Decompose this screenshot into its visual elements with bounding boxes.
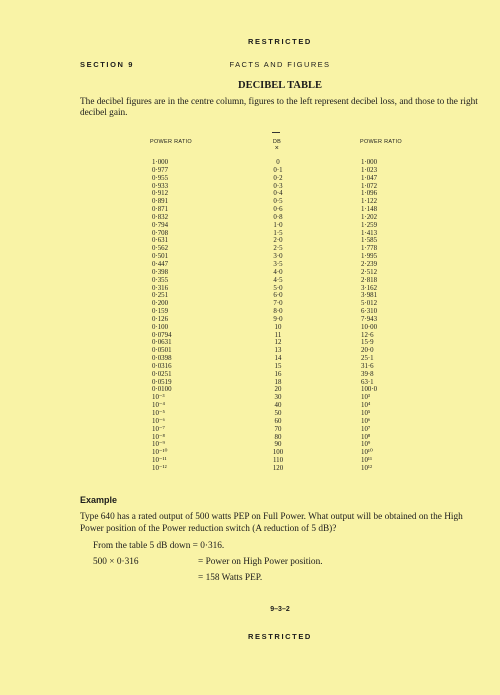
section-title: FACTS AND FIGURES bbox=[229, 60, 331, 69]
db-cell: 110 bbox=[272, 457, 284, 465]
gain-ratio-cell: 10⁴ bbox=[361, 402, 371, 410]
table-row bbox=[0, 175, 500, 183]
loss-ratio-cell: 0·794 bbox=[152, 221, 169, 229]
gain-ratio-cell: 7·943 bbox=[361, 315, 378, 323]
loss-ratio-cell: 0·0519 bbox=[152, 378, 172, 386]
example-result-line-1: = Power on High Power position. bbox=[198, 557, 323, 567]
gain-ratio-cell: 25·1 bbox=[361, 355, 374, 363]
gain-ratio-cell: 10³ bbox=[361, 394, 370, 402]
db-cell: 50 bbox=[274, 410, 282, 417]
loss-ratio-cell: 0·126 bbox=[152, 315, 169, 323]
db-cell: 0·2 bbox=[273, 174, 283, 182]
loss-ratio-cell: 1·000 bbox=[152, 159, 169, 166]
gain-ratio-cell: 3·162 bbox=[361, 284, 378, 292]
db-cell: 0·6 bbox=[273, 206, 283, 214]
gain-ratio-cell: 1·023 bbox=[361, 166, 378, 174]
db-cell: 0·5 bbox=[273, 198, 283, 206]
db-cell: 5·0 bbox=[273, 284, 283, 292]
gain-ratio-cell: 6·310 bbox=[361, 308, 378, 316]
table-row bbox=[0, 159, 500, 167]
table-row bbox=[0, 269, 500, 277]
gain-ratio-cell: 1·096 bbox=[361, 190, 378, 198]
db-cell: 2·0 bbox=[273, 237, 283, 245]
loss-ratio-cell: 0·832 bbox=[152, 213, 169, 221]
db-cell: 13 bbox=[274, 347, 282, 355]
loss-ratio-cell: 0·933 bbox=[152, 182, 169, 190]
gain-ratio-cell: 100·0 bbox=[361, 386, 378, 394]
table-row bbox=[0, 183, 500, 191]
db-cell: 8·0 bbox=[273, 308, 283, 316]
table-row bbox=[0, 418, 500, 426]
restricted-header: RESTRICTED bbox=[248, 37, 312, 46]
loss-ratio-cell: 10⁻¹¹ bbox=[152, 457, 167, 465]
loss-ratio-cell: 10⁻¹⁰ bbox=[152, 449, 168, 457]
intro-paragraph: The decibel figures are in the centre column, figures to the left represent decibel loss, and those to the right decibel gain. bbox=[80, 97, 478, 118]
loss-ratio-cell: 0·631 bbox=[152, 237, 169, 245]
loss-ratio-cell: 10⁻⁷ bbox=[152, 425, 165, 433]
loss-ratio-cell: 0·0631 bbox=[152, 339, 172, 347]
loss-ratio-cell: 0·871 bbox=[152, 206, 169, 214]
table-row bbox=[0, 410, 500, 418]
db-cell: 0·3 bbox=[273, 182, 283, 190]
page-number: 9–3–2 bbox=[270, 606, 290, 613]
table-row bbox=[0, 206, 500, 214]
table-row bbox=[0, 386, 500, 394]
gain-ratio-cell: 1·122 bbox=[361, 198, 378, 206]
loss-ratio-cell: 0·0100 bbox=[152, 386, 172, 394]
decibel-table bbox=[0, 159, 500, 473]
column-header-db: DB bbox=[272, 139, 282, 145]
db-cell: 90 bbox=[274, 441, 282, 449]
db-cell: 70 bbox=[274, 425, 282, 433]
table-row bbox=[0, 457, 500, 465]
loss-ratio-cell: 10⁻⁴ bbox=[152, 402, 165, 410]
table-row bbox=[0, 355, 500, 363]
restricted-footer: RESTRICTED bbox=[248, 632, 312, 641]
gain-ratio-cell: 12·6 bbox=[361, 331, 374, 339]
loss-ratio-cell: 0·912 bbox=[152, 190, 169, 198]
table-row bbox=[0, 465, 500, 473]
loss-ratio-cell: 0·708 bbox=[152, 229, 169, 237]
gain-ratio-cell: 10¹⁰ bbox=[361, 449, 373, 457]
gain-ratio-cell: 5·012 bbox=[361, 300, 378, 308]
gain-ratio-cell: 10¹² bbox=[361, 464, 373, 472]
loss-ratio-cell: 0·316 bbox=[152, 284, 169, 292]
table-row bbox=[0, 198, 500, 206]
db-cell: 2·5 bbox=[273, 245, 283, 253]
table-row bbox=[0, 371, 500, 379]
db-cell: 120 bbox=[272, 464, 284, 472]
db-cell: 4·5 bbox=[273, 276, 283, 284]
loss-ratio-cell: 0·200 bbox=[152, 300, 169, 308]
gain-ratio-cell: 1·413 bbox=[361, 229, 378, 237]
gain-ratio-cell: 10·00 bbox=[361, 323, 378, 331]
db-cell: 3·0 bbox=[273, 253, 283, 261]
table-row bbox=[0, 347, 500, 355]
column-header-bar bbox=[272, 132, 280, 133]
gain-ratio-cell: 31·6 bbox=[361, 362, 374, 370]
db-cell: 1·0 bbox=[273, 221, 283, 229]
loss-ratio-cell: 0·0251 bbox=[152, 370, 172, 378]
gain-ratio-cell: 1·202 bbox=[361, 213, 378, 221]
db-cell: 30 bbox=[274, 394, 282, 402]
gain-ratio-cell: 63·1 bbox=[361, 378, 374, 386]
gain-ratio-cell: 10¹¹ bbox=[361, 457, 373, 465]
db-cell: 80 bbox=[274, 433, 282, 441]
column-header-loss-ratio: POWER RATIO bbox=[150, 139, 193, 145]
loss-ratio-cell: 0·891 bbox=[152, 198, 169, 206]
example-heading: Example bbox=[80, 495, 118, 505]
table-row bbox=[0, 300, 500, 308]
gain-ratio-cell: 2·239 bbox=[361, 260, 378, 268]
loss-ratio-cell: 0·398 bbox=[152, 268, 169, 276]
example-result-line-2: = 158 Watts PEP. bbox=[198, 573, 263, 583]
gain-ratio-cell: 10⁶ bbox=[361, 417, 371, 425]
loss-ratio-cell: 10⁻⁸ bbox=[152, 433, 165, 441]
gain-ratio-cell: 1·585 bbox=[361, 237, 378, 245]
gain-ratio-cell: 1·047 bbox=[361, 174, 378, 182]
section-label: SECTION 9 bbox=[80, 60, 134, 69]
db-cell: 11 bbox=[274, 331, 282, 339]
loss-ratio-cell: 0·355 bbox=[152, 276, 169, 284]
gain-ratio-cell: 39·8 bbox=[361, 370, 374, 378]
db-cell: 0·1 bbox=[273, 166, 283, 174]
loss-ratio-cell: 0·159 bbox=[152, 308, 169, 316]
db-cell: 100 bbox=[272, 449, 284, 457]
column-header-gain-ratio: POWER RATIO bbox=[360, 139, 403, 145]
loss-ratio-cell: 0·447 bbox=[152, 260, 169, 268]
loss-ratio-cell: 0·501 bbox=[152, 253, 169, 261]
db-cell: 20 bbox=[274, 386, 282, 394]
table-row bbox=[0, 245, 500, 253]
loss-ratio-cell: 10⁻⁹ bbox=[152, 441, 165, 449]
loss-ratio-cell: 0·0316 bbox=[152, 362, 172, 370]
page-title: DECIBEL TABLE bbox=[238, 80, 322, 91]
table-row bbox=[0, 222, 500, 230]
table-row bbox=[0, 426, 500, 434]
table-row bbox=[0, 285, 500, 293]
gain-ratio-cell: 1·148 bbox=[361, 206, 378, 214]
table-row bbox=[0, 261, 500, 269]
db-cell: 1·5 bbox=[273, 229, 283, 237]
db-cell: 6·0 bbox=[273, 292, 283, 300]
table-row bbox=[0, 332, 500, 340]
db-cell: 12 bbox=[274, 339, 282, 347]
db-cell: 0 bbox=[276, 159, 280, 166]
db-cell: 18 bbox=[274, 378, 282, 386]
db-cell: 15 bbox=[274, 362, 282, 370]
table-row bbox=[0, 237, 500, 245]
table-row bbox=[0, 363, 500, 371]
table-row bbox=[0, 339, 500, 347]
db-cell: 40 bbox=[274, 402, 282, 410]
db-cell: 3·5 bbox=[273, 260, 283, 268]
table-row bbox=[0, 434, 500, 442]
gain-ratio-cell: 1·000 bbox=[361, 159, 378, 166]
table-row bbox=[0, 277, 500, 285]
loss-ratio-cell: 10⁻⁶ bbox=[152, 417, 165, 425]
db-cell: 10 bbox=[274, 323, 282, 331]
gain-ratio-cell: 3·981 bbox=[361, 292, 378, 300]
loss-ratio-cell: 0·0398 bbox=[152, 355, 172, 363]
table-row bbox=[0, 214, 500, 222]
table-row bbox=[0, 308, 500, 316]
gain-ratio-cell: 1·072 bbox=[361, 182, 378, 190]
table-row bbox=[0, 449, 500, 457]
gain-ratio-cell: 1·995 bbox=[361, 253, 378, 261]
column-header-db-mark: × bbox=[274, 145, 280, 152]
loss-ratio-cell: 10⁻¹² bbox=[152, 464, 167, 472]
loss-ratio-cell: 0·977 bbox=[152, 166, 169, 174]
gain-ratio-cell: 10⁹ bbox=[361, 441, 371, 449]
table-row bbox=[0, 230, 500, 238]
loss-ratio-cell: 10⁻³ bbox=[152, 394, 165, 402]
table-row bbox=[0, 324, 500, 332]
db-cell: 60 bbox=[274, 417, 282, 425]
db-cell: 0·8 bbox=[273, 213, 283, 221]
db-cell: 7·0 bbox=[273, 300, 283, 308]
gain-ratio-cell: 1·778 bbox=[361, 245, 378, 253]
gain-ratio-cell: 10⁵ bbox=[361, 410, 371, 417]
gain-ratio-cell: 10⁸ bbox=[361, 433, 371, 441]
loss-ratio-cell: 0·251 bbox=[152, 292, 169, 300]
table-row bbox=[0, 441, 500, 449]
db-cell: 9·0 bbox=[273, 315, 283, 323]
gain-ratio-cell: 2·818 bbox=[361, 276, 378, 284]
gain-ratio-cell: 2·512 bbox=[361, 268, 378, 276]
loss-ratio-cell: 0·562 bbox=[152, 245, 169, 253]
loss-ratio-cell: 0·955 bbox=[152, 174, 169, 182]
table-row bbox=[0, 402, 500, 410]
gain-ratio-cell: 20·0 bbox=[361, 347, 374, 355]
table-row bbox=[0, 253, 500, 261]
table-row bbox=[0, 190, 500, 198]
db-cell: 4·0 bbox=[273, 268, 283, 276]
db-cell: 16 bbox=[274, 370, 282, 378]
table-row bbox=[0, 394, 500, 402]
example-calculation: 500 × 0·316 bbox=[93, 557, 139, 567]
table-row bbox=[0, 379, 500, 387]
db-cell: 14 bbox=[274, 355, 282, 363]
example-paragraph: Type 640 has a rated output of 500 watts PEP on Full Power. What output will be obtained on the High Power position of the Power reduction switch (A reduction of 5 dB)? bbox=[80, 512, 463, 534]
loss-ratio-cell: 0·0501 bbox=[152, 347, 172, 355]
table-row bbox=[0, 167, 500, 175]
loss-ratio-cell: 10⁻⁵ bbox=[152, 410, 165, 417]
loss-ratio-cell: 0·0794 bbox=[152, 331, 172, 339]
gain-ratio-cell: 10⁷ bbox=[361, 425, 371, 433]
table-row bbox=[0, 316, 500, 324]
gain-ratio-cell: 15·9 bbox=[361, 339, 374, 347]
example-from-table: From the table 5 dB down = 0·316. bbox=[93, 541, 225, 551]
loss-ratio-cell: 0·100 bbox=[152, 323, 169, 331]
gain-ratio-cell: 1·259 bbox=[361, 221, 378, 229]
table-row bbox=[0, 292, 500, 300]
db-cell: 0·4 bbox=[273, 190, 283, 198]
